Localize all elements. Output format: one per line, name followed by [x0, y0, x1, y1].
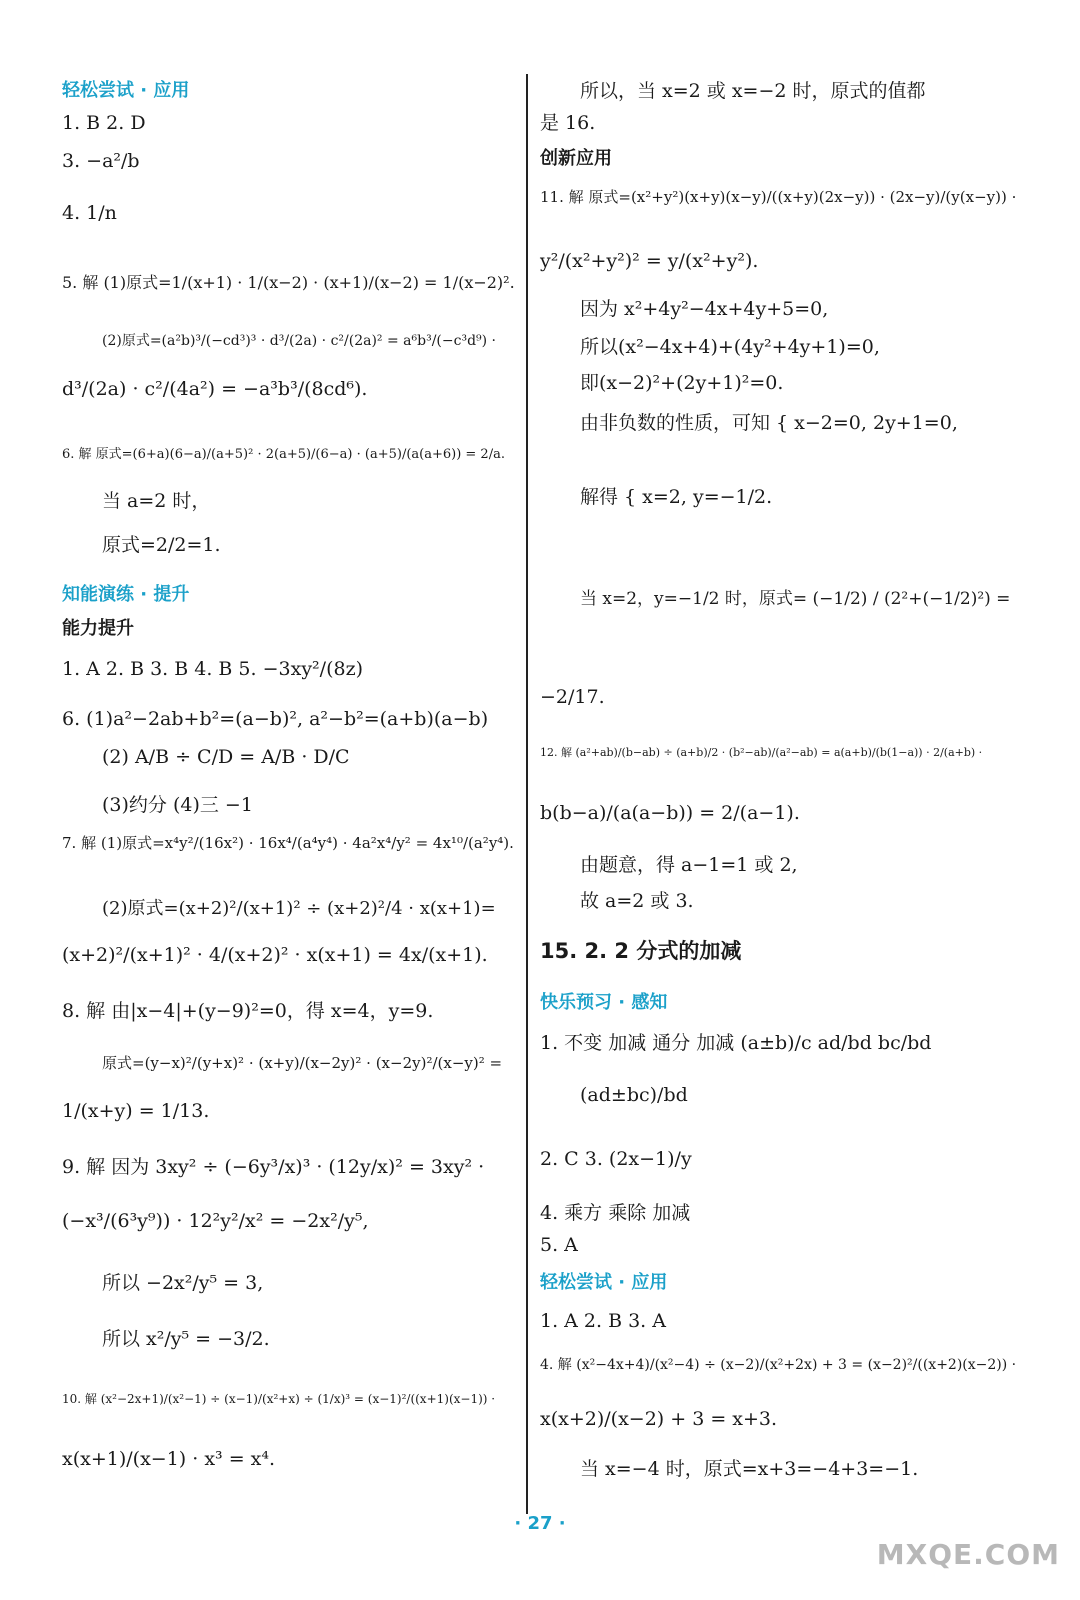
right-line-27: 当 x=−4 时，原式=x+3=−4+3=−1. [580, 1458, 919, 1480]
left-line-24: 所以 −2x²/y⁵ = 3, [102, 1272, 264, 1294]
right-line-3: 11. 解 原式=(x²+y²)(x+y)(x−y)/((x+y)(2x−y)) · (2x−y)/(y(x−y)) · [540, 188, 1017, 206]
left-line-5: (2)原式=(a²b)³/(−cd³)³ · d³/(2a) · c²/(2a)² = a⁶b³/(−c³d⁹) · [102, 333, 497, 349]
right-line-22: 5. A [540, 1234, 578, 1256]
right-line-5: 因为 x²+4y²−4x+4y+5=0, [580, 298, 829, 320]
left-line-1: 1. B 2. D [62, 112, 146, 134]
right-line-24: 1. A 2. B 3. A [540, 1310, 666, 1332]
watermark-logo: MXQE.COM [876, 1538, 1060, 1571]
right-line-8: 由非负数的性质，可知 { x−2=0, 2y+1=0, [580, 412, 958, 434]
right-line-16: 15. 2. 2 分式的加减 [540, 939, 742, 963]
left-line-27: x(x+1)/(x−1) · x³ = x⁴. [62, 1448, 276, 1470]
left-line-6: d³/(2a) · c²/(4a²) = −a³b³/(8cd⁶). [62, 378, 368, 400]
left-line-21: 1/(x+y) = 1/13. [62, 1100, 210, 1122]
right-line-7: 即(x−2)²+(2y+1)²=0. [580, 372, 784, 394]
left-line-0: 轻松尝试 · 应用 [62, 80, 190, 101]
right-line-17: 快乐预习 · 感知 [540, 992, 668, 1013]
left-line-25: 所以 x²/y⁵ = −3/2. [102, 1328, 270, 1350]
right-line-9: 解得 { x=2, y=−1/2. [580, 486, 773, 508]
right-line-25: 4. 解 (x²−4x+4)/(x²−4) ÷ (x−2)/(x²+2x) + 3 = (x−2)²/((x+2)(x−2)) · [540, 1357, 1017, 1373]
left-line-16: 7. 解 (1)原式=x⁴y²/(16x²) · 16x⁴/(a⁴y⁴) · 4a²x⁴/y² = 4x¹⁰/(a²y⁴). [62, 834, 514, 852]
right-line-15: 故 a=2 或 3. [580, 890, 694, 912]
right-line-26: x(x+2)/(x−2) + 3 = x+3. [540, 1408, 778, 1430]
right-line-13: b(b−a)/(a(a−b)) = 2/(a−1). [540, 802, 800, 824]
left-line-23: (−x³/(6³y⁹)) · 12²y²/x² = −2x²/y⁵, [62, 1210, 369, 1232]
right-line-20: 2. C 3. (2x−1)/y [540, 1148, 692, 1170]
right-line-10: 当 x=2，y=−1/2 时，原式= (−1/2) / (2²+(−1/2)²) = [580, 589, 1011, 609]
right-line-1: 是 16. [540, 112, 596, 134]
right-line-2: 创新应用 [540, 148, 612, 169]
left-line-14: (2) A/B ÷ C/D = A/B · D/C [102, 746, 350, 768]
left-line-17: (2)原式=(x+2)²/(x+1)² ÷ (x+2)²/4 · x(x+1)= [102, 898, 496, 919]
left-line-11: 能力提升 [62, 618, 134, 639]
right-line-11: −2/17. [540, 686, 605, 708]
left-line-3: 4. 1/n [62, 202, 117, 224]
left-line-4: 5. 解 (1)原式=1/(x+1) · 1/(x−2) · (x+1)/(x−2) = 1/(x−2)². [62, 273, 515, 292]
right-line-18: 1. 不变 加减 通分 加减 (a±b)/c ad/bd bc/bd [540, 1032, 932, 1054]
right-line-4: y²/(x²+y²)² = y/(x²+y²). [540, 250, 759, 272]
left-line-13: 6. (1)a²−2ab+b²=(a−b)², a²−b²=(a+b)(a−b) [62, 708, 489, 730]
left-line-22: 9. 解 因为 3xy² ÷ (−6y³/x)³ · (12y/x)² = 3xy² · [62, 1156, 485, 1178]
right-line-6: 所以(x²−4x+4)+(4y²+4y+1)=0, [580, 336, 880, 358]
left-line-15: (3)约分 (4)三 −1 [102, 794, 253, 816]
right-line-12: 12. 解 (a²+ab)/(b−ab) ÷ (a+b)/2 · (b²−ab)/(a²−ab) = a(a+b)/(b(1−a)) · 2/(a+b) · [540, 746, 983, 759]
right-line-0: 所以，当 x=2 或 x=−2 时，原式的值都 [580, 80, 926, 102]
left-line-7: 6. 解 原式=(6+a)(6−a)/(a+5)² · 2(a+5)/(6−a) · (a+5)/(a(a+6)) = 2/a. [62, 447, 505, 462]
left-line-20: 原式=(y−x)²/(y+x)² · (x+y)/(x−2y)² · (x−2y)²/(x−y)² = [102, 1054, 503, 1072]
left-line-2: 3. −a²/b [62, 150, 140, 172]
right-line-14: 由题意，得 a−1=1 或 2, [580, 854, 798, 876]
left-line-18: (x+2)²/(x+1)² · 4/(x+2)² · x(x+1) = 4x/(x+1). [62, 944, 488, 966]
left-line-10: 知能演练 · 提升 [62, 584, 190, 605]
right-line-19: (ad±bc)/bd [580, 1084, 688, 1106]
left-line-19: 8. 解 由|x−4|+(y−9)²=0，得 x=4，y=9. [62, 1000, 434, 1022]
left-line-12: 1. A 2. B 3. B 4. B 5. −3xy²/(8z) [62, 658, 364, 680]
left-line-26: 10. 解 (x²−2x+1)/(x²−1) ÷ (x−1)/(x²+x) ÷ (1/x)³ = (x−1)²/((x+1)(x−1)) · [62, 1392, 496, 1406]
left-line-9: 原式=2/2=1. [102, 534, 221, 556]
right-line-21: 4. 乘方 乘除 加减 [540, 1202, 691, 1224]
left-line-8: 当 a=2 时， [102, 490, 211, 512]
right-line-23: 轻松尝试 · 应用 [540, 1272, 668, 1293]
page-number: · 27 · [514, 1513, 566, 1534]
column-divider [526, 74, 528, 1514]
